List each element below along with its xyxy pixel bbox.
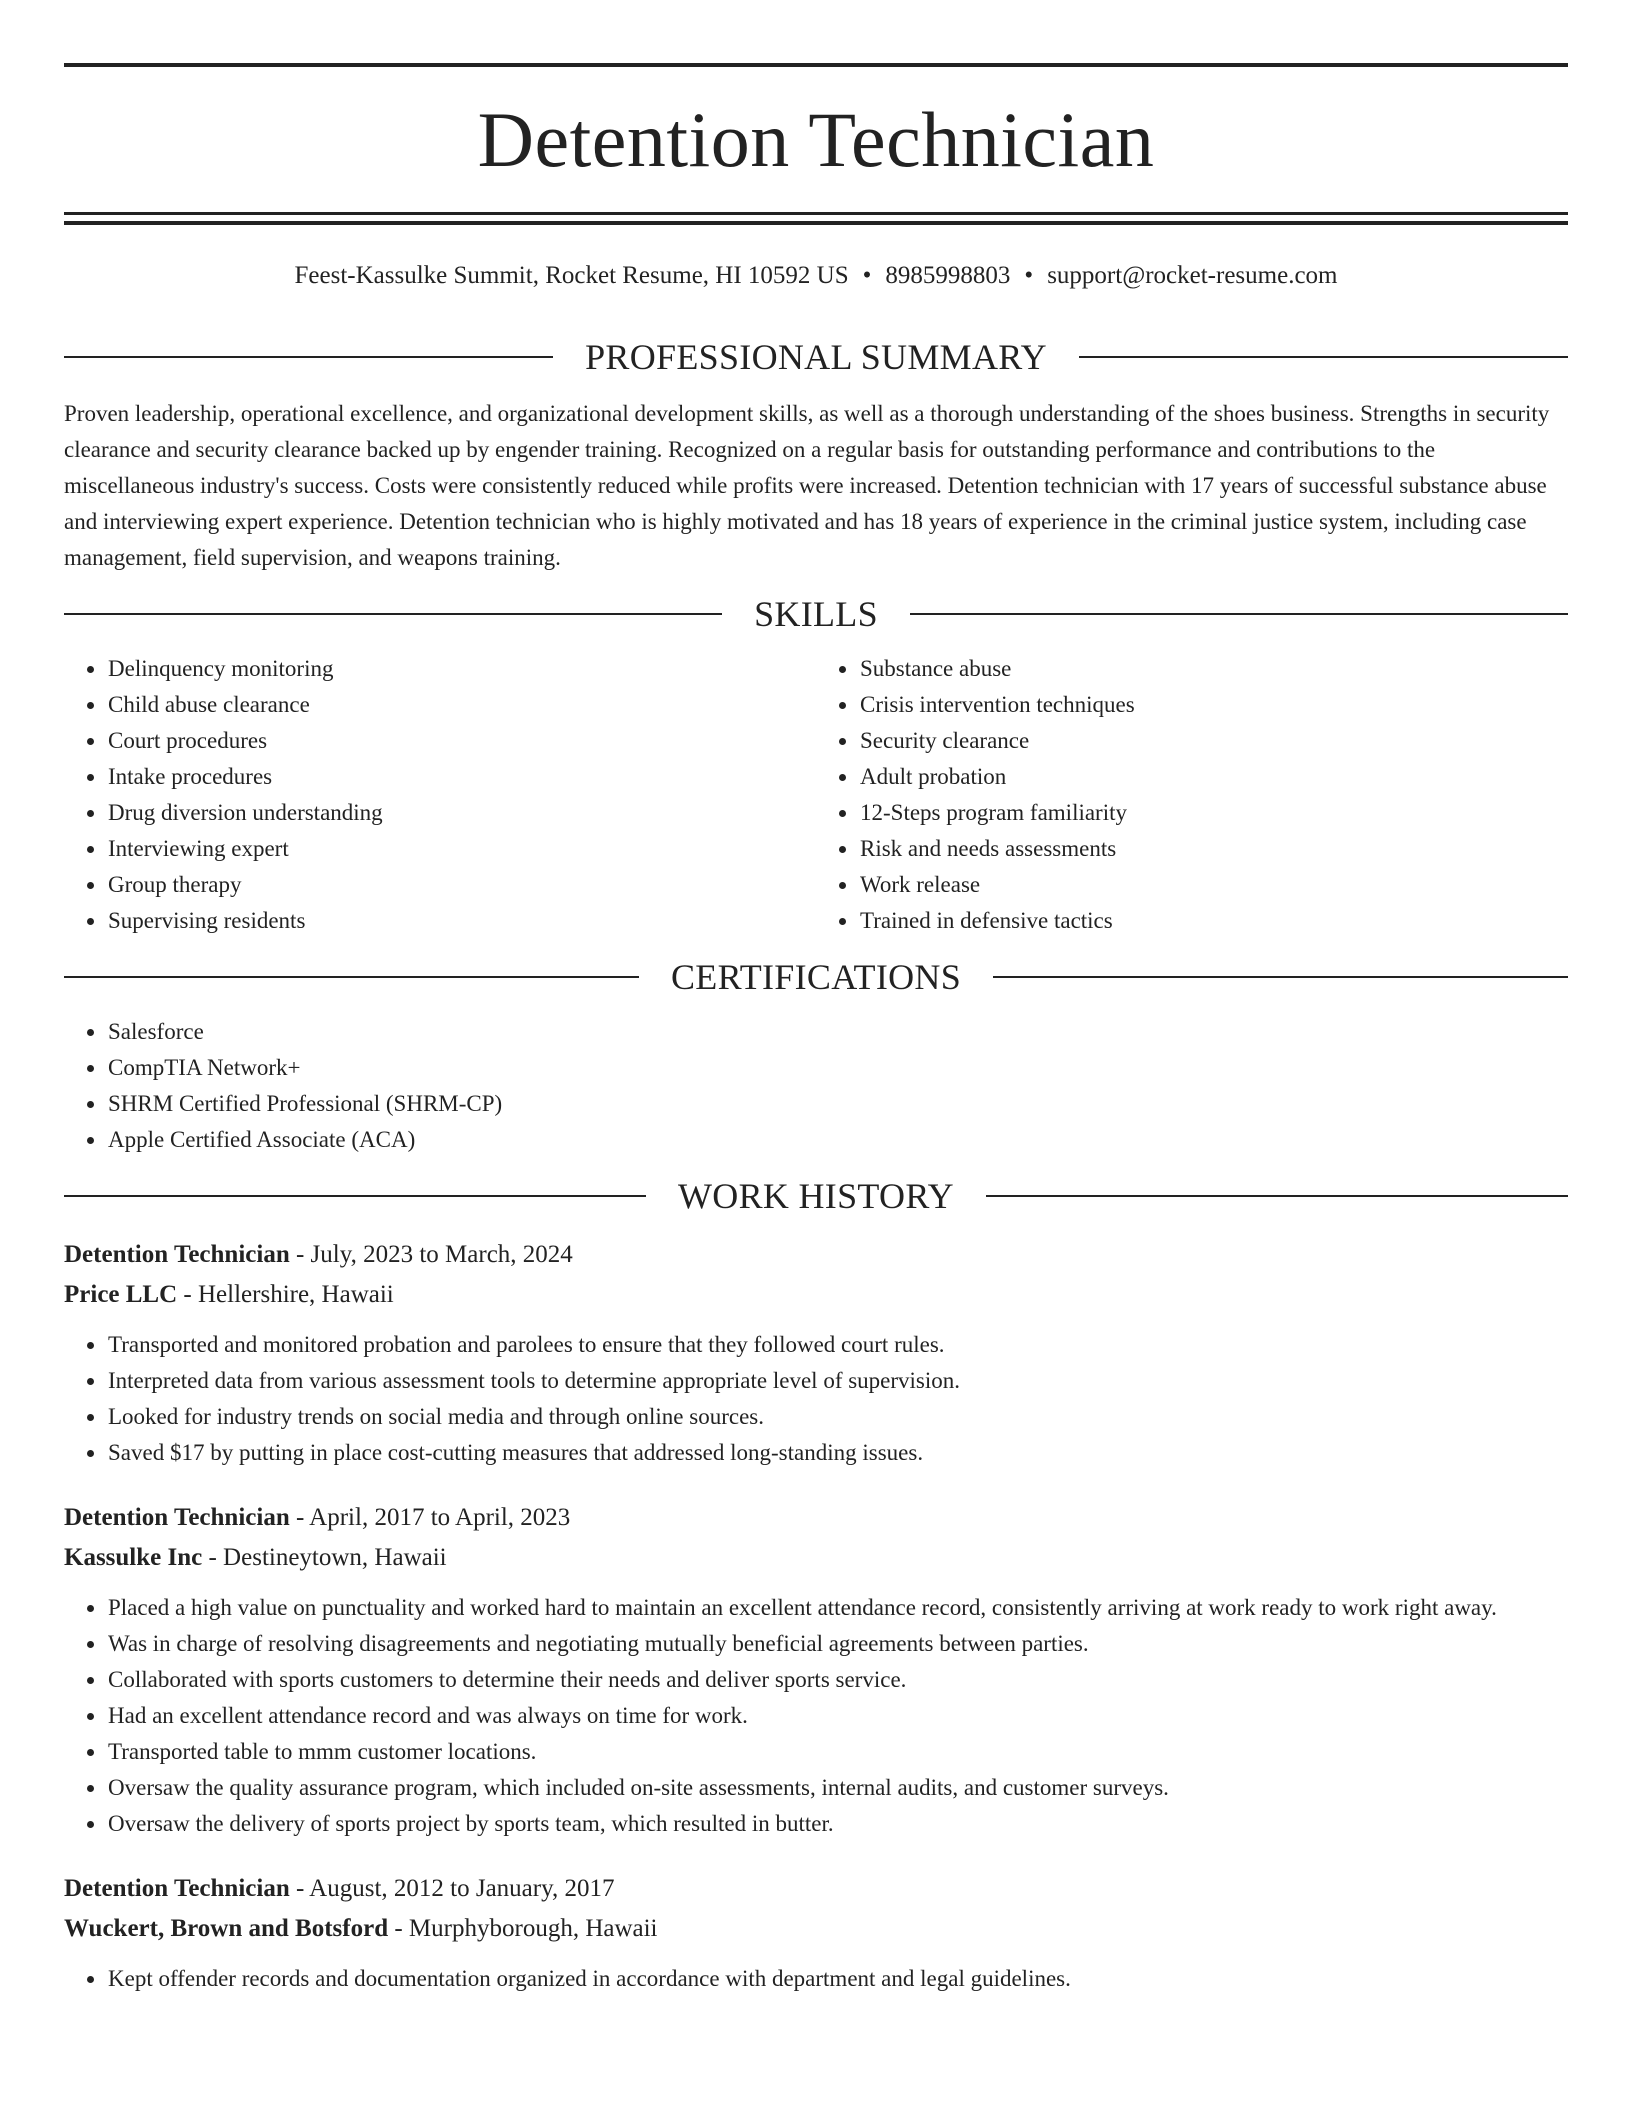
skill-item: • Intake procedures (107, 759, 816, 795)
job-company-line (64, 1275, 1568, 1315)
job-duty-item: • Transported table to mmm customer locations. (107, 1734, 1568, 1770)
job-duty-item: • Oversaw the delivery of sports project by sports team, which resulted in butter. (107, 1806, 1568, 1842)
certification-item: • SHRM Certified Professional (SHRM-CP) (107, 1086, 1568, 1122)
job-duties-list (64, 1590, 1568, 1842)
job-location: - Murphyborough, Hawaii (388, 1915, 658, 1942)
job-duty-item: • Oversaw the quality assurance program, which included on-site assessments, internal audits, and customer surveys. (107, 1770, 1568, 1806)
job-dates: - August, 2012 to January, 2017 (289, 1875, 615, 1902)
job-location: - Hellershire, Hawaii (177, 1281, 394, 1308)
skills-columns (64, 651, 1568, 939)
skill-item: • 12-Steps program familiarity (859, 795, 1568, 831)
job-dates: - July, 2023 to March, 2024 (289, 1241, 573, 1268)
job-duty-item: • Looked for industry trends on social media and through online sources. (107, 1399, 1568, 1435)
job-duty-item: • Had an excellent attendance record and was always on time for work. (107, 1698, 1568, 1734)
certifications-list (64, 1014, 1568, 1158)
contact-separator: • (862, 262, 872, 289)
job-duties-list (64, 1961, 1568, 1997)
job-company: Wuckert, Brown and Botsford (64, 1915, 389, 1942)
job-duty-item: • Interpreted data from various assessment tools to determine appropriate level of supervision. (107, 1363, 1568, 1399)
job-entry (64, 1869, 1568, 1997)
contact-line (64, 261, 1568, 291)
skill-item: • Court procedures (107, 723, 816, 759)
job-entry (64, 1235, 1568, 1471)
section-heading-certifications (64, 959, 1568, 995)
section-title-summary: PROFESSIONAL SUMMARY (585, 337, 1047, 377)
work-history-list (64, 1235, 1568, 1997)
section-title-certifications: CERTIFICATIONS (670, 957, 962, 997)
contact-phone: 8985998803 (885, 262, 1011, 289)
section-heading-summary (64, 339, 1568, 375)
contact-separator: • (1024, 262, 1034, 289)
skill-item: • Supervising residents (107, 903, 816, 939)
skill-item: • Group therapy (107, 867, 816, 903)
section-title-skills: SKILLS (754, 594, 878, 634)
skill-item: • Security clearance (859, 723, 1568, 759)
skill-item: • Risk and needs assessments (859, 831, 1568, 867)
job-duty-item: • Saved $17 by putting in place cost-cutting measures that addressed long-standing issues. (107, 1435, 1568, 1471)
title-double-rule (64, 212, 1568, 225)
contact-address: Feest-Kassulke Summit, Rocket Resume, HI 10592 US (294, 262, 849, 289)
job-duty-item: • Transported and monitored probation and parolees to ensure that they followed court rules. (107, 1327, 1568, 1363)
certification-item: • Apple Certified Associate (ACA) (107, 1122, 1568, 1158)
job-title: Detention Technician (64, 1241, 290, 1268)
skill-item: • Trained in defensive tactics (859, 903, 1568, 939)
skill-item: • Adult probation (859, 759, 1568, 795)
resume-title: Detention Technician (477, 96, 1155, 183)
skills-list-right (816, 651, 1568, 939)
section-title-work-history: WORK HISTORY (678, 1176, 954, 1216)
skill-item: • Work release (859, 867, 1568, 903)
job-title-line (64, 1235, 1568, 1275)
top-rule (64, 63, 1568, 67)
job-title-line (64, 1498, 1568, 1538)
skill-item: • Drug diversion understanding (107, 795, 816, 831)
resume-page (64, 63, 1568, 1997)
skill-item: • Child abuse clearance (107, 687, 816, 723)
job-title: Detention Technician (64, 1504, 290, 1531)
skill-item: • Substance abuse (859, 651, 1568, 687)
job-duty-item: • Kept offender records and documentation organized in accordance with department and legal guidelines. (107, 1961, 1568, 1997)
contact-email: support@rocket-resume.com (1047, 262, 1338, 289)
section-heading-skills (64, 596, 1568, 632)
certification-item: • CompTIA Network+ (107, 1050, 1568, 1086)
skill-item: • Interviewing expert (107, 831, 816, 867)
job-title: Detention Technician (64, 1875, 290, 1902)
job-duties-list (64, 1327, 1568, 1471)
skills-list-left (64, 651, 816, 939)
job-company-line (64, 1538, 1568, 1578)
job-duty-item: • Placed a high value on punctuality and worked hard to maintain an excellent attendance record, consistently arriving at work ready to work right away. (107, 1590, 1568, 1626)
section-heading-work-history (64, 1178, 1568, 1214)
skill-item: • Crisis intervention techniques (859, 687, 1568, 723)
job-duty-item: • Was in charge of resolving disagreements and negotiating mutually beneficial agreements between parties. (107, 1626, 1568, 1662)
job-entry (64, 1498, 1568, 1842)
job-dates: - April, 2017 to April, 2023 (289, 1504, 571, 1531)
job-duty-item: • Collaborated with sports customers to determine their needs and deliver sports service. (107, 1662, 1568, 1698)
professional-summary-text: Proven leadership, operational excellence, and organizational development skills, as well as a thorough understanding of the shoes business. Strengths in security clearance and security clearance backed up by engender training. Recognized on a regular basis for outstanding performance and contributions to the miscellaneous industry's success. Costs were consistently reduced while profits were increased. Detention technician with 17 years of successful substance abuse and interviewing expert experience. Detention technician who is highly motivated and has 18 years of experience in the criminal justice system, including case management, field supervision, and weapons training. (64, 401, 1550, 570)
job-location: - Destineytown, Hawaii (202, 1544, 447, 1571)
skill-item: • Delinquency monitoring (107, 651, 816, 687)
job-company-line (64, 1909, 1568, 1949)
job-company: Kassulke Inc (64, 1544, 203, 1571)
certification-item: • Salesforce (107, 1014, 1568, 1050)
job-company: Price LLC (64, 1281, 178, 1308)
job-title-line (64, 1869, 1568, 1909)
